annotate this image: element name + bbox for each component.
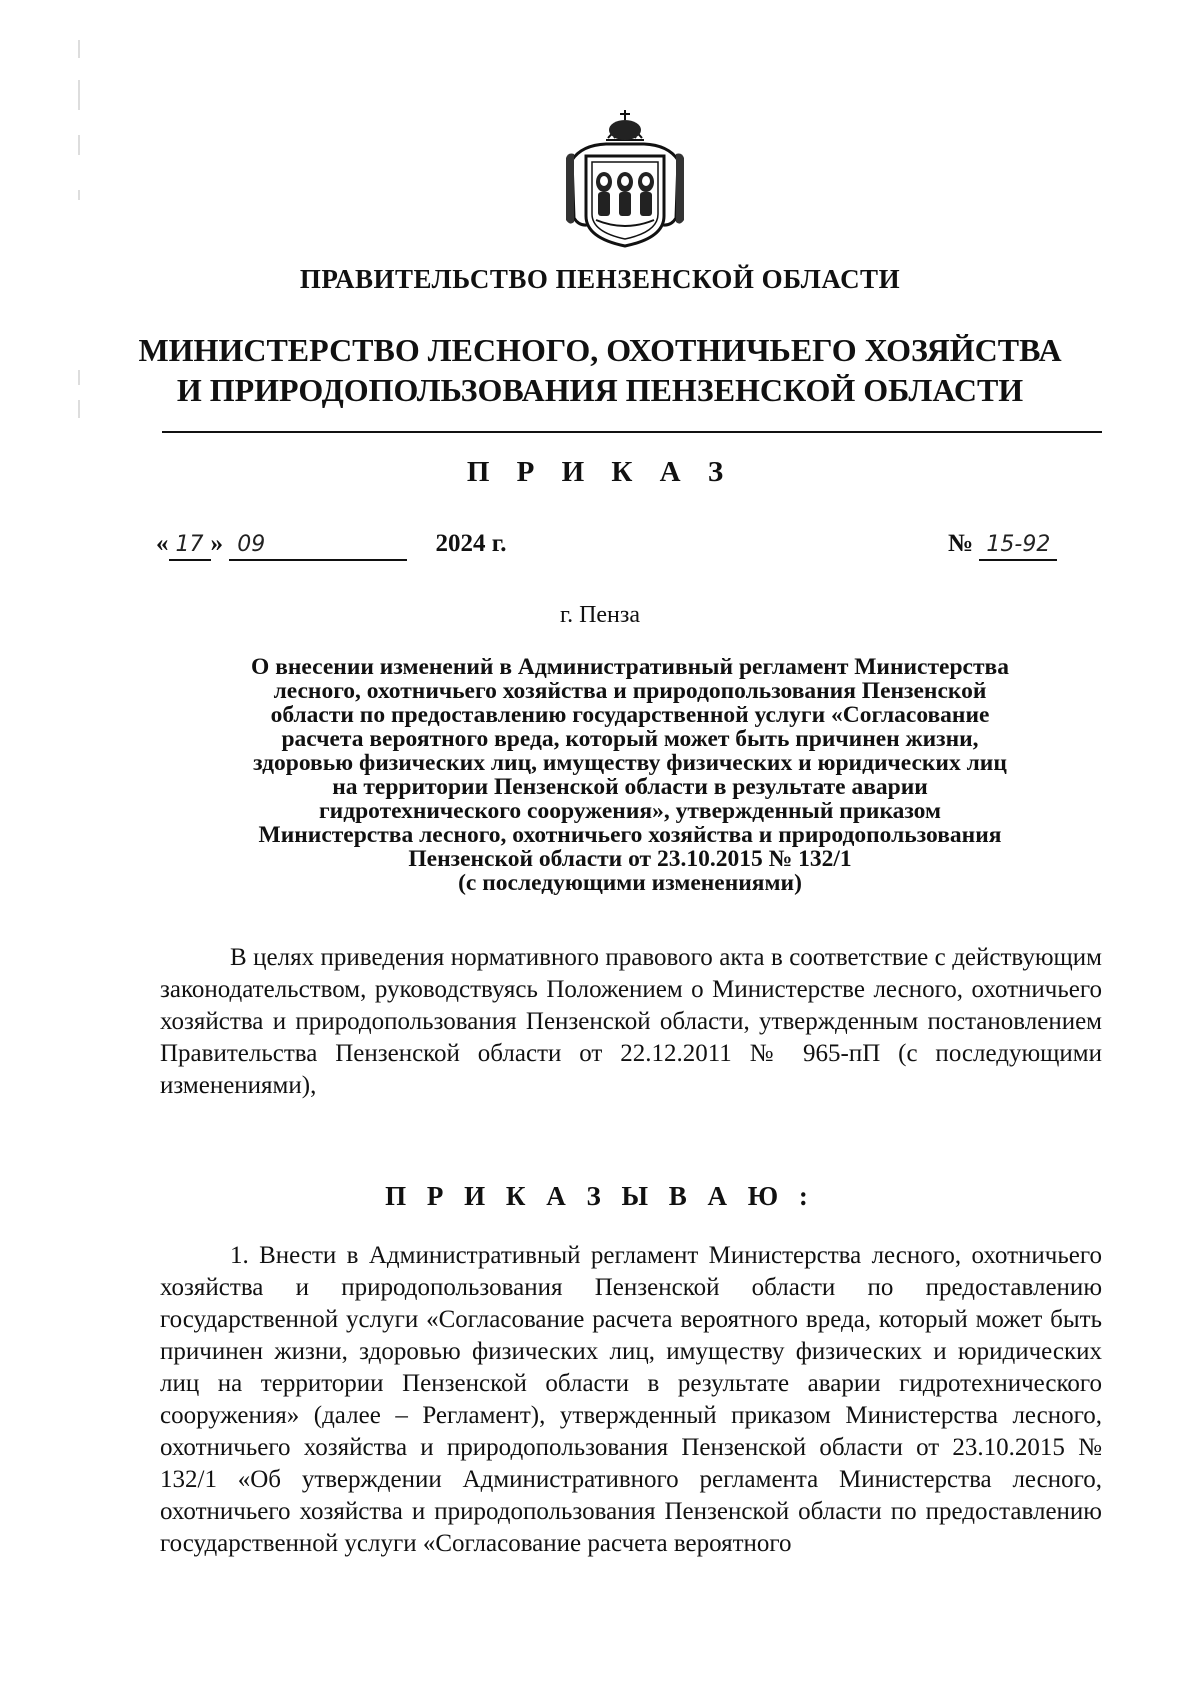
preamble-paragraph: В целях приведения нормативного правового акта в соответствие с действующим законодательством, руководствуясь Положением о Министерстве лесного, охотничьего хозяйства и природопользования Пензенской области, утвержденным постановлением Правительства Пензенской области от 22.12.2011 № 965-пП (с последующими изменениями),	[160, 944, 1102, 1099]
order-number	[948, 530, 1057, 561]
order-number-value: 15-92	[979, 531, 1057, 561]
date-month: 09	[229, 531, 407, 561]
ministry-title-line-2: И ПРИРОДОПОЛЬЗОВАНИЯ ПЕНЗЕНСКОЙ ОБЛАСТИ	[176, 372, 1024, 408]
date-close-quote: »	[210, 530, 223, 557]
subject-line: Пензенской области от 23.10.2015 № 132/1	[408, 846, 852, 872]
subject-line: (с последующими изменениями)	[458, 870, 802, 896]
subject-line: О внесении изменений в Административный регламент Министерства	[251, 654, 1009, 680]
date-year: 2024 г.	[435, 530, 507, 557]
subject-line: гидротехнического сооружения», утвержденный приказом	[318, 798, 941, 824]
order-word: П Р И К А З Ы В А Ю :	[385, 1181, 815, 1211]
subject-line: Министерства лесного, охотничьего хозяйства и природопользования	[258, 822, 1002, 848]
city: г. Пенза	[559, 602, 641, 628]
order-date	[156, 530, 507, 561]
government-title: ПРАВИТЕЛЬСТВО ПЕНЗЕНСКОЙ ОБЛАСТИ	[299, 264, 901, 294]
subject-line: здоровью физических лиц, имуществу физических и юридических лиц	[253, 750, 1007, 776]
coat-of-arms-icon	[562, 100, 688, 252]
order-subject	[160, 655, 1100, 895]
subject-line: на территории Пензенской области в результате аварии	[332, 774, 928, 800]
number-sign: №	[948, 530, 974, 557]
document-type: П Р И К А З	[466, 456, 734, 488]
date-open-quote: «	[156, 530, 169, 557]
header-divider	[162, 431, 1102, 433]
ministry-title-line-1: МИНИСТЕРСТВО ЛЕСНОГО, ОХОТНИЧЬЕГО ХОЗЯЙСТВА	[138, 332, 1062, 368]
subject-line: лесного, охотничьего хозяйства и природопользования Пензенской	[273, 678, 987, 704]
item-1-paragraph: 1. Внести в Административный регламент Министерства лесного, охотничьего хозяйства и природопользования Пензенской области по предоставлению государственной услуги «Согласование расчета вероятного вреда, который может быть причинен жизни, здоровью физических лиц, имуществу физических и юридических лиц на территории Пензенской области в результате аварии гидротехнического сооружения» (далее – Регламент), утвержденный приказом Министерства лесного, охотничьего хозяйства и природопользования Пензенской области от 23.10.2015 № 132/1 «Об утверждении Административного регламента Министерства лесного, охотничьего хозяйства и природопользования Пензенской области по предоставлению государственной услуги «Согласование расчета вероятного	[160, 1242, 1102, 1557]
date-day: 17	[169, 531, 211, 561]
subject-line: области по предоставлению государственной услуги «Согласование	[270, 702, 990, 728]
ministry-title	[0, 330, 1200, 410]
subject-line: расчета вероятного вреда, который может быть причинен жизни,	[281, 726, 979, 752]
